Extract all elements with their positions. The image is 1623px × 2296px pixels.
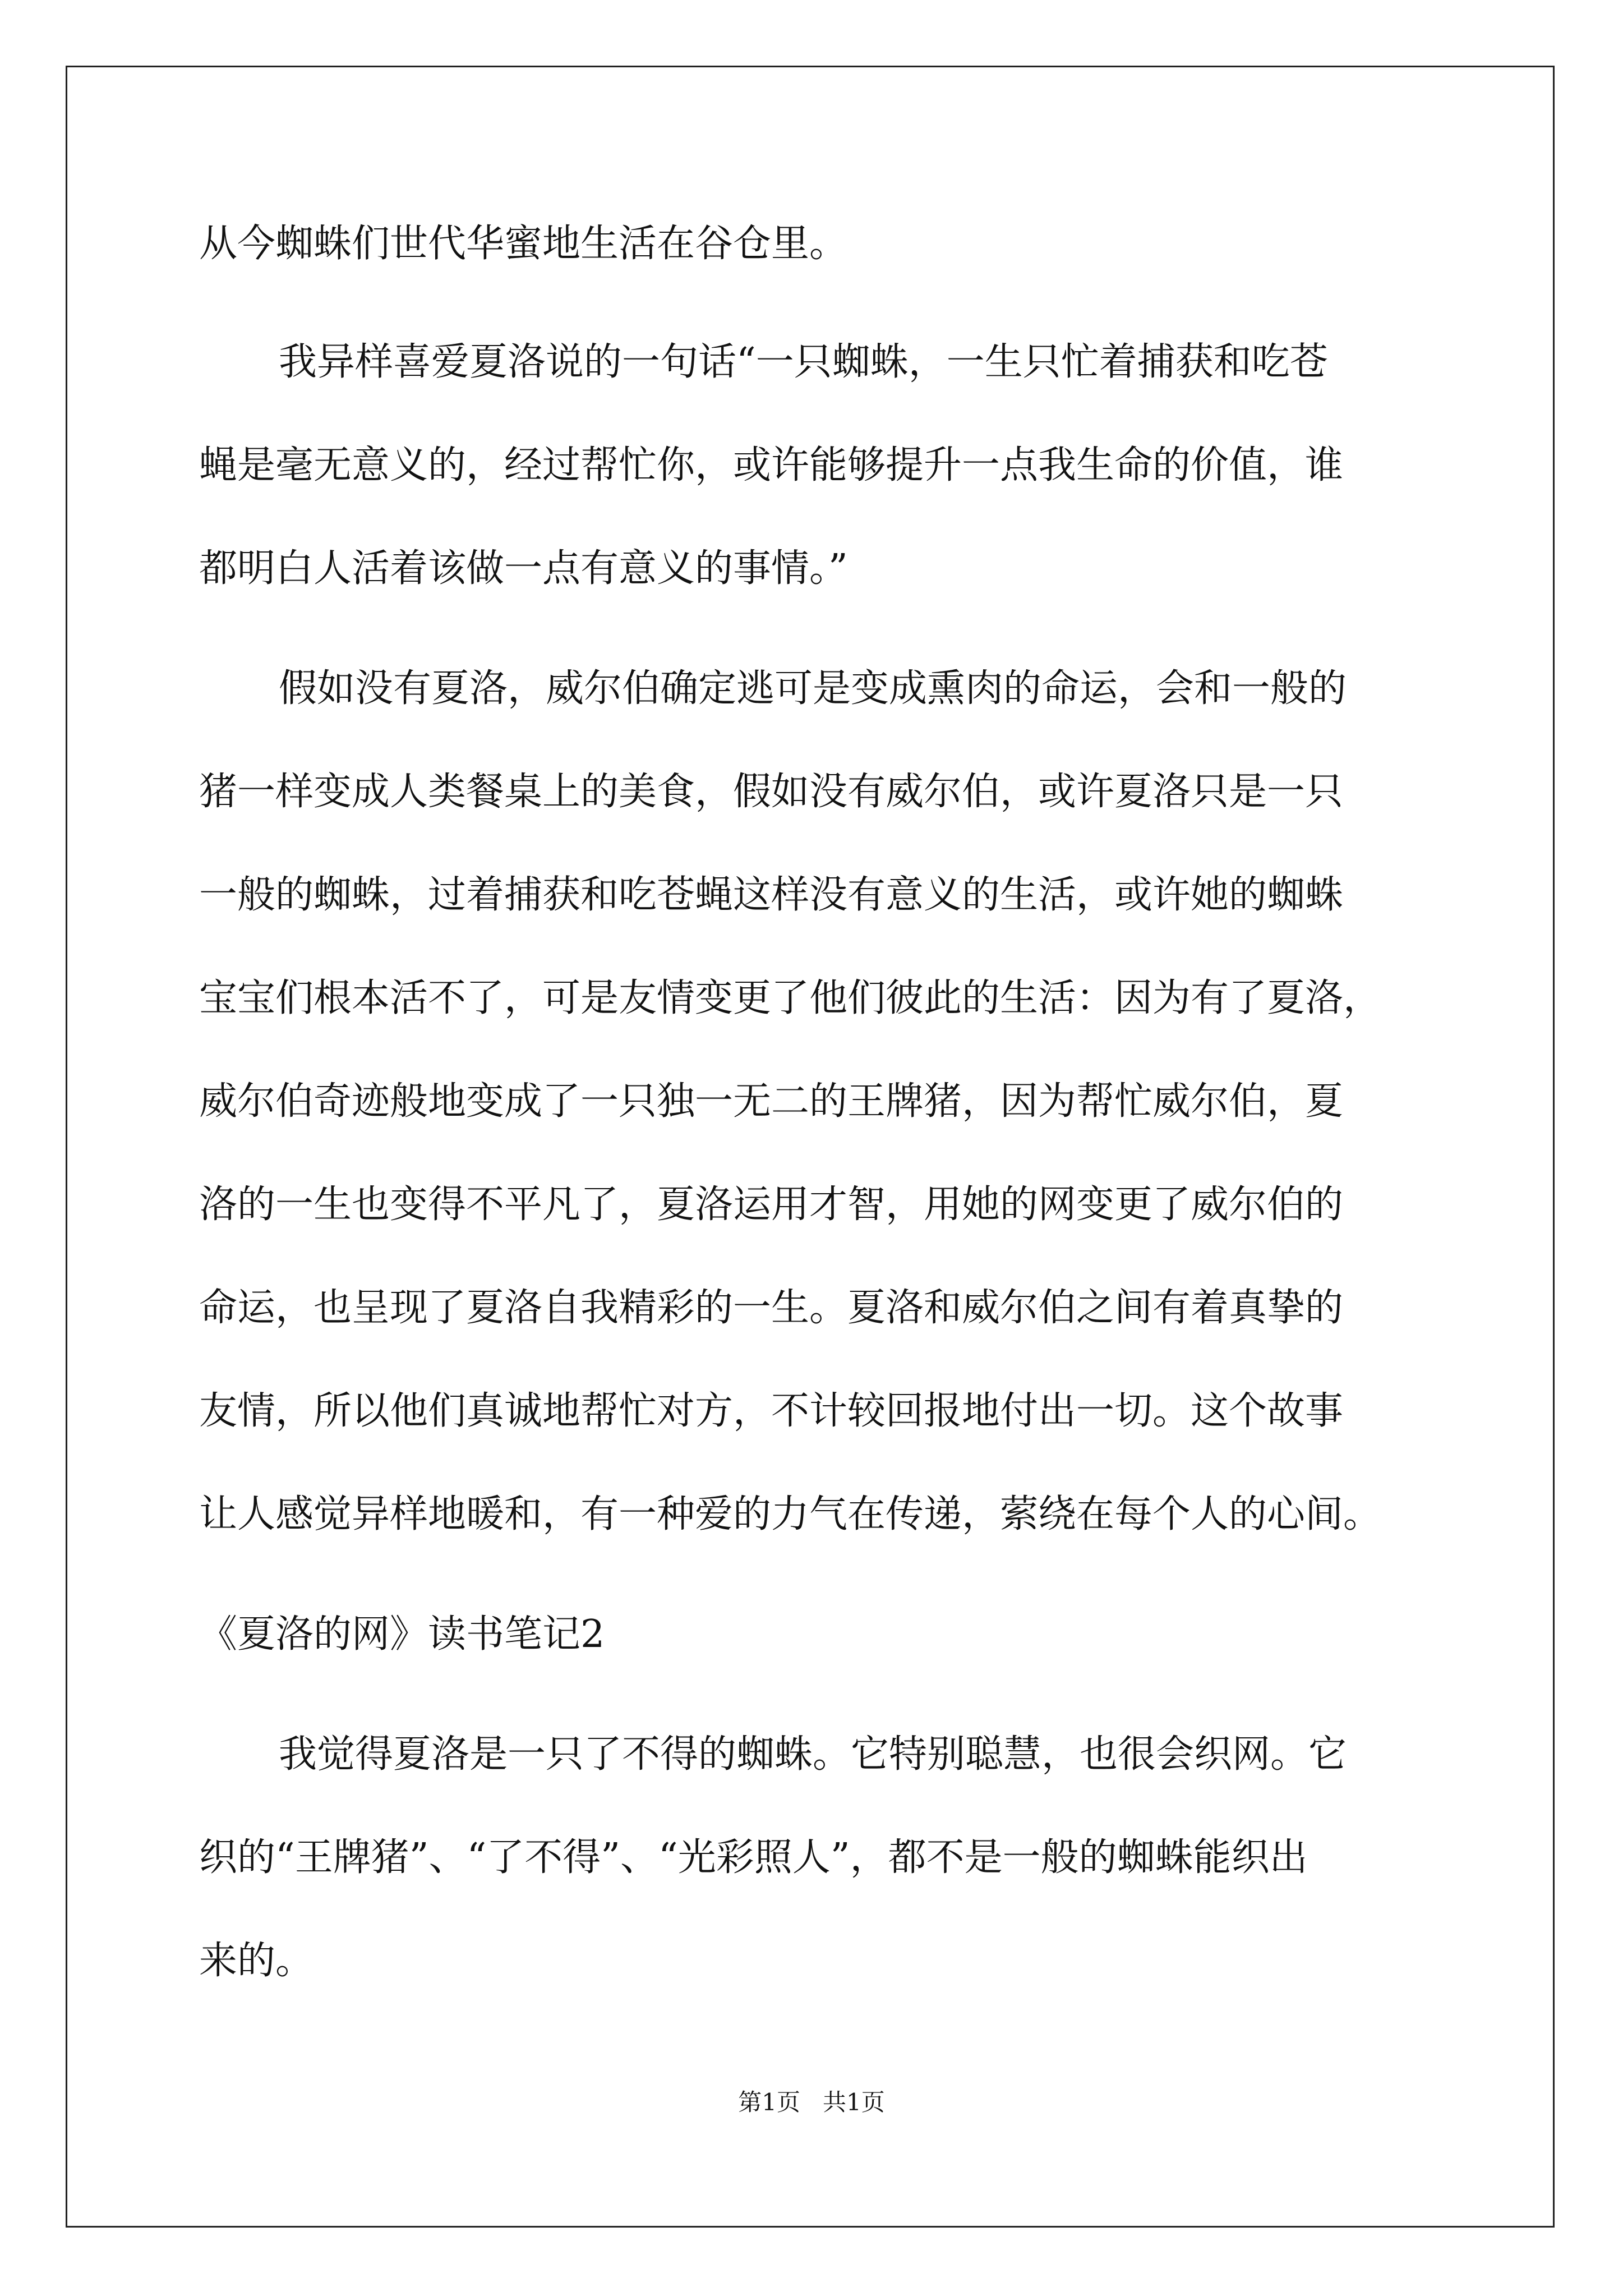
paragraph-line: 蝇是毫无意义的，经过帮忙你，或许能够提升一点我生命的价值，谁: [199, 443, 1344, 487]
section-heading: 《夏洛的网》读书笔记2: [199, 1612, 605, 1657]
paragraph-line: 从今蜘蛛们世代华蜜地生活在谷仓里。: [199, 222, 848, 266]
paragraph-line: 一般的蜘蛛，过着捕获和吃苍蝇这样没有意义的生活，或许她的蜘蛛: [199, 873, 1344, 917]
paragraph-line: 来的。: [199, 1939, 314, 1983]
paragraph-line: 织的“王牌猪”、“了不得”、“光彩照人”，都不是一般的蜘蛛能织出: [199, 1835, 1308, 1880]
paragraph-line: 洛的一生也变得不平凡了，夏洛运用才智，用她的网变更了威尔伯的: [199, 1182, 1344, 1227]
paragraph-line: 假如没有夏洛，威尔伯确定逃可是变成熏肉的命运，会和一般的: [279, 666, 1347, 711]
paragraph-line: 都明白人活着该做一点有意义的事情。”: [199, 546, 848, 591]
paragraph-line: 让人感觉异样地暖和，有一种爱的力气在传递，萦绕在每个人的心间。: [199, 1492, 1382, 1536]
paragraph-line: 威尔伯奇迹般地变成了一只独一无二的王牌猪，因为帮忙威尔伯，夏: [199, 1079, 1344, 1124]
paragraph-line: 友情，所以他们真诚地帮忙对方，不计较回报地付出一切。这个故事: [199, 1389, 1344, 1433]
page-footer: 第1页 共1页: [738, 2088, 885, 2116]
paragraph-line: 我异样喜爱夏洛说的一句话“一只蜘蛛，一生只忙着捕获和吃苍: [279, 340, 1328, 384]
paragraph-line: 我觉得夏洛是一只了不得的蜘蛛。它特别聪慧，也很会织网。它: [279, 1732, 1347, 1777]
paragraph-line: 宝宝们根本活不了，可是友情变更了他们彼此的生活：因为有了夏洛，: [199, 976, 1382, 1020]
paragraph-line: 猪一样变成人类餐桌上的美食，假如没有威尔伯，或许夏洛只是一只: [199, 770, 1344, 814]
paragraph-line: 命运，也呈现了夏洛自我精彩的一生。夏洛和威尔伯之间有着真挚的: [199, 1286, 1344, 1330]
